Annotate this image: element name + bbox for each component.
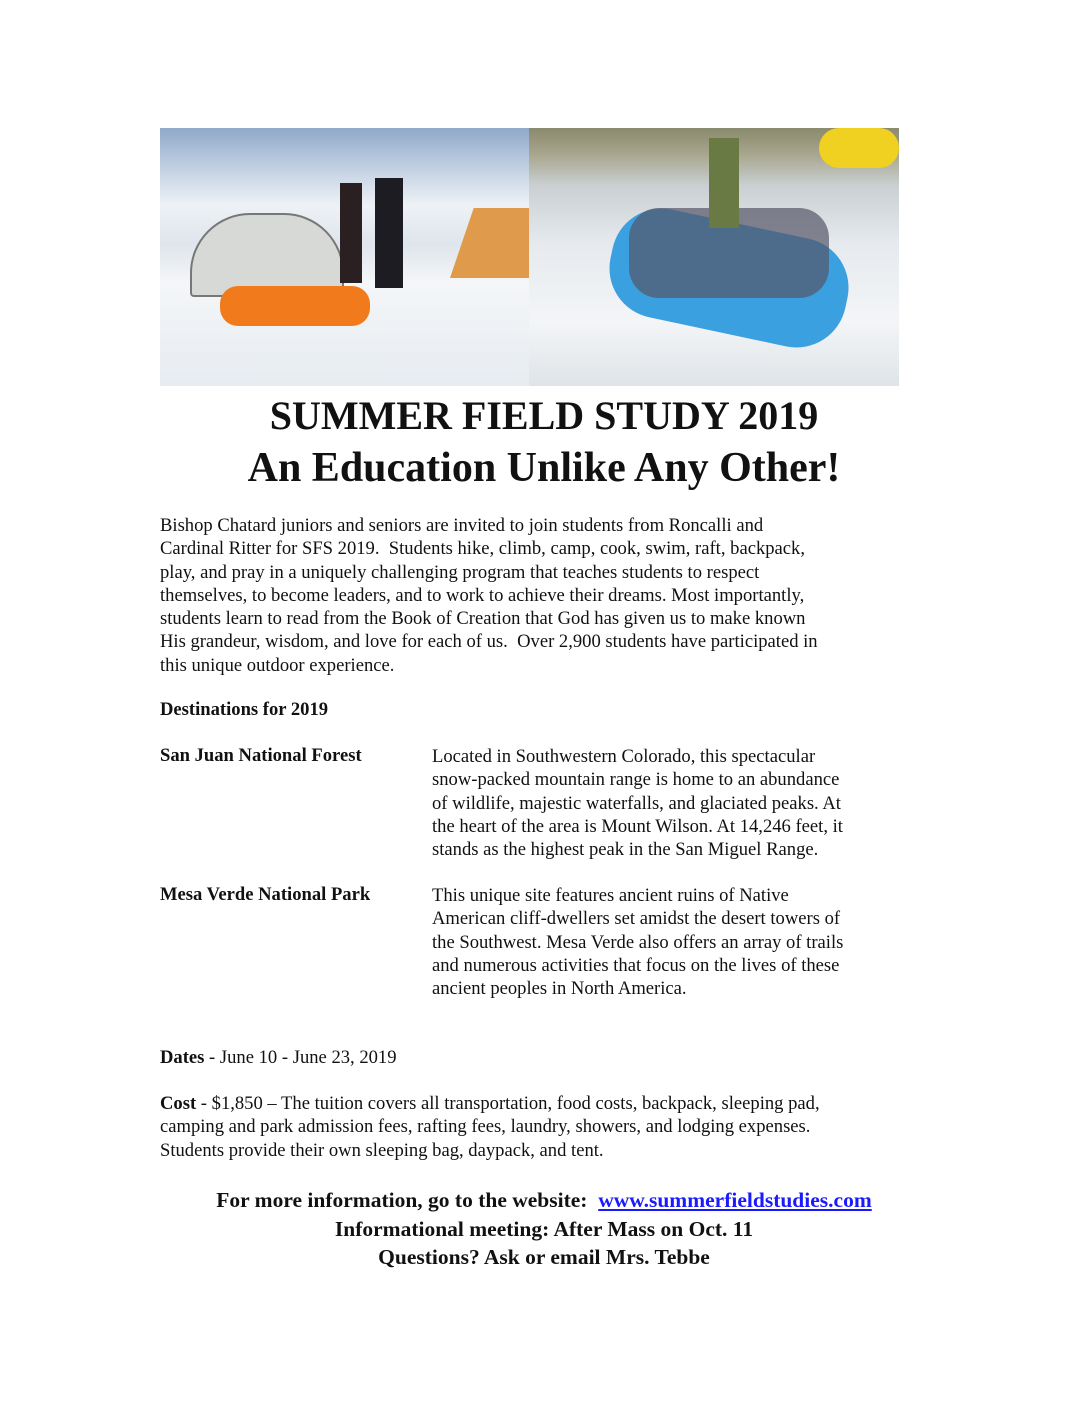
text-line: American cliff-dwellers set amidst the desert towers of bbox=[432, 908, 841, 930]
text-line: snow-packed mountain range is home to an abundance bbox=[432, 769, 840, 791]
text-line: This unique site features ancient ruins of Native bbox=[432, 885, 789, 906]
destination-name: San Juan National Forest bbox=[160, 745, 362, 766]
text-line: His grandeur, wisdom, and love for each of us. Over 2,900 students have participated in bbox=[160, 631, 818, 653]
destination-description bbox=[432, 745, 843, 861]
text-line: Bishop Chatard juniors and seniors are invited to join students from Roncalli and bbox=[160, 515, 764, 536]
questions-line: Questions? Ask or email Mrs. Tebbe bbox=[378, 1245, 710, 1269]
text-line: play, and pray in a uniquely challenging program that teaches students to respect bbox=[160, 561, 760, 583]
page-subtitle: An Education Unlike Any Other! bbox=[247, 445, 841, 491]
text-line: ancient peoples in North America. bbox=[432, 978, 687, 1000]
dates-label: Dates bbox=[160, 1047, 205, 1068]
intro-paragraph bbox=[160, 514, 818, 677]
dates-value: - June 10 - June 23, 2019 bbox=[204, 1047, 397, 1068]
text-line: Students provide their own sleeping bag, daypack, and tent. bbox=[160, 1139, 604, 1161]
text-line: and numerous activities that focus on the lives of these bbox=[432, 954, 840, 976]
photo-snow-camp bbox=[160, 128, 529, 386]
cost-paragraph bbox=[160, 1092, 820, 1162]
text-line: Located in Southwestern Colorado, this spectacular bbox=[432, 746, 816, 767]
dates-line bbox=[160, 1046, 397, 1069]
destinations-heading: Destinations for 2019 bbox=[160, 699, 329, 720]
text-line: of wildlife, majestic waterfalls, and glaciated peaks. At bbox=[432, 792, 841, 814]
text-line: stands as the highest peak in the San Miguel Range. bbox=[432, 839, 819, 861]
destination-name: Mesa Verde National Park bbox=[160, 884, 371, 905]
text-line: themselves, to become leaders, and to work to achieve their dreams. Most importantly, bbox=[160, 584, 805, 606]
text-line: Cardinal Ritter for SFS 2019. Students hike, climb, camp, cook, swim, raft, backpack, bbox=[160, 538, 805, 560]
cost-label: Cost bbox=[160, 1093, 197, 1114]
website-link[interactable]: www.summerfieldstudies.com bbox=[598, 1188, 872, 1212]
website-prefix: For more information, go to the website: bbox=[216, 1188, 599, 1212]
text-line: this unique outdoor experience. bbox=[160, 654, 395, 676]
photo-whitewater-raft bbox=[529, 128, 899, 386]
footer-info bbox=[0, 1186, 1088, 1272]
meeting-line: Informational meeting: After Mass on Oct. 11 bbox=[334, 1216, 754, 1241]
destination-description bbox=[432, 884, 843, 1000]
page-title: SUMMER FIELD STUDY 2019 bbox=[269, 393, 819, 438]
text-line: the Southwest. Mesa Verde also offers an array of trails bbox=[432, 931, 844, 953]
text-line: students learn to read from the Book of Creation that God has given us to make known bbox=[160, 608, 806, 630]
text-line: - $1,850 – The tuition covers all transportation, food costs, backpack, sleeping pad, bbox=[196, 1093, 820, 1114]
website-line bbox=[0, 1186, 1088, 1215]
text-line: camping and park admission fees, rafting fees, laundry, showers, and lodging expenses. bbox=[160, 1116, 811, 1138]
text-line: the heart of the area is Mount Wilson. At 14,246 feet, it bbox=[432, 815, 843, 837]
